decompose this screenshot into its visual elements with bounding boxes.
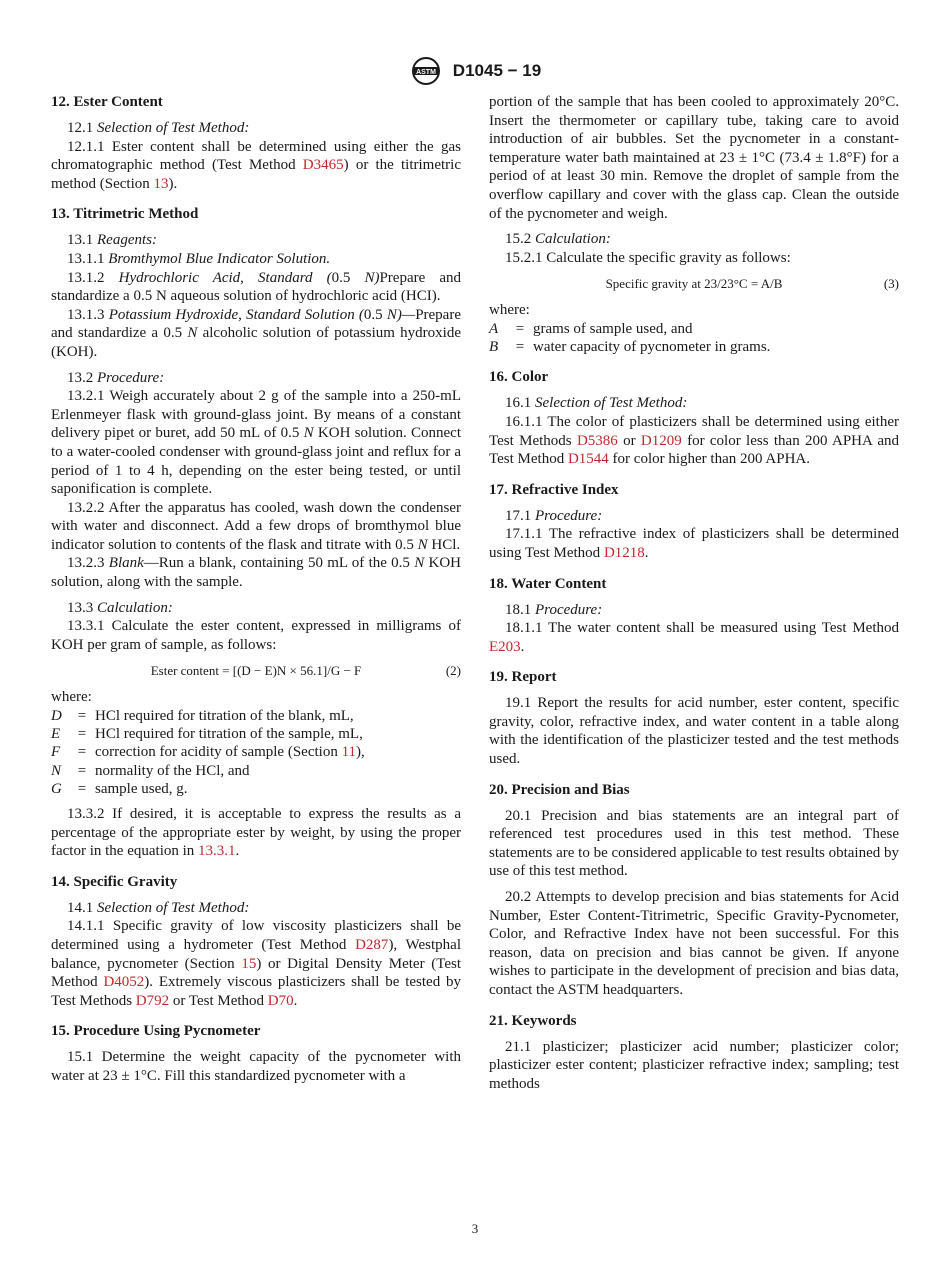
para-13-3-1: 13.3.1 Calculate the ester content, expressed in milligrams of KOH per gram of sample, as follows: bbox=[51, 618, 461, 653]
para-12-1: 12.1 Selection of Test Method: bbox=[67, 120, 250, 136]
para-18-1-1: 18.1.1 The water content shall be measured using Test Method E203. bbox=[489, 620, 899, 655]
para-20-2: 20.2 Attempts to develop precision and bias statements for Acid Number, Ester Content-Titrimetric, Specific Gravity-Pycnometer, Color, and Refractive Index have not been successful. For this reason, data on precision and bias cannot be given. If anyone wishes to participate in the development of precision and bias data, contact the ASTM headquarters. bbox=[489, 889, 899, 998]
variable-definitions bbox=[489, 320, 899, 356]
para-17-1: 17.1 Procedure: bbox=[505, 507, 603, 524]
para-13-2-1: 13.2.1 Weigh accurately about 2 g of the sample into a 250-mL Erlenmeyer flask with ground-glass joint. By means of a constant delivery pipet or buret, add 50 mL of 0.5 N KOH solution. Connect to a water-cooled condenser with ground-glass joint and reflux for a period of 1 to 4 h, depending on the ester being tested, or until saponification is complete. bbox=[51, 388, 462, 498]
equation-3 bbox=[489, 275, 899, 293]
where-label: where: bbox=[51, 689, 92, 706]
para-18-1: 18.1 Procedure: bbox=[505, 601, 603, 618]
para-16-1: 16.1 Selection of Test Method: bbox=[505, 395, 688, 412]
equation-3-formula: Specific gravity at 23/23°C = A/B bbox=[605, 276, 783, 292]
link-d792[interactable]: D792 bbox=[135, 992, 170, 1009]
section-title-15: 15. Procedure Using Pycnometer bbox=[51, 1023, 261, 1040]
para-15-2: 15.2 Calculation: bbox=[505, 231, 611, 248]
section-title-20: 20. Precision and Bias bbox=[489, 781, 630, 798]
link-d4052[interactable]: D4052 bbox=[103, 974, 145, 991]
link-d287[interactable]: D287 bbox=[355, 937, 389, 954]
left-column bbox=[51, 93, 461, 1086]
equation-3-number: (3) bbox=[883, 276, 899, 292]
para-21-1: 21.1 plasticizer; plasticizer acid number; plasticizer color; plasticizer ester content; plasticizer refractive index; sampling; test methods bbox=[489, 1038, 899, 1092]
para-13-2-2: 13.2.2 After the apparatus has cooled, wash down the condenser with water and disconnect. Add a few drops of bromthymol blue indicator solution to contents of the flask and titrate with 0.5 N HCl. bbox=[51, 499, 461, 553]
link-d1218[interactable]: D1218 bbox=[603, 544, 645, 561]
link-section-13[interactable]: 13 bbox=[153, 175, 169, 192]
para-15-1-continued: portion of the sample that has been cooled to approximately 20°C. Insert the thermometer or capillary tube, taking care to avoid introduction of air bubbles. Set the pycnometer in a constant-temperature water bath maintained at 23 ± 1°C (73.4 ± 1.8°F) for a period of at least 30 min. Remove the droplet of sample from the overflow capillary and cover with the glass cap. Clean the outside of the pycnometer and weigh. bbox=[489, 94, 899, 222]
link-e203[interactable]: E203 bbox=[489, 638, 521, 655]
definition-row: A = grams of sample used, and bbox=[489, 320, 693, 337]
section-title-17: 17. Refractive Index bbox=[489, 481, 619, 498]
para-13-3-2: 13.3.2 If desired, it is acceptable to express the results as a percentage of the appropriate ester by weight, by using the proper factor in the equation in 13.3.1. bbox=[51, 806, 461, 860]
para-13-1-3: 13.1.3 Potassium Hydroxide, Standard Solution (0.5 N)—Prepare and standardize a 0.5 N alcoholic solution of potassium hydroxide (KOH). bbox=[51, 306, 461, 360]
equation-2-number: (2) bbox=[445, 663, 461, 679]
link-d1209[interactable]: D1209 bbox=[640, 432, 682, 449]
link-d1544[interactable]: D1544 bbox=[567, 451, 609, 468]
section-title-19: 19. Report bbox=[489, 669, 557, 686]
document-code: D1045 − 19 bbox=[452, 61, 542, 80]
section-title-18: 18. Water Content bbox=[489, 575, 607, 592]
section-title-21: 21. Keywords bbox=[489, 1012, 577, 1029]
section-title-14: 14. Specific Gravity bbox=[51, 873, 178, 890]
svg-text:ASTM: ASTM bbox=[415, 68, 436, 76]
page-number: 3 bbox=[471, 1221, 479, 1236]
equation-2 bbox=[51, 662, 461, 680]
section-title-13: 13. Titrimetric Method bbox=[51, 206, 199, 223]
para-13-1-1: 13.1.1 Bromthymol Blue Indicator Solution. bbox=[67, 250, 331, 267]
variable-definitions bbox=[51, 707, 461, 798]
definition-row: G = sample used, g. bbox=[51, 780, 188, 797]
link-13-3-1[interactable]: 13.3.1 bbox=[198, 843, 236, 860]
definition-row: B = water capacity of pycnometer in grams. bbox=[489, 339, 771, 356]
definition-row: D = HCl required for titration of the blank, mL, bbox=[51, 708, 354, 725]
equation-2-formula: Ester content = [(D − E)N × 56.1]/G − F bbox=[150, 663, 362, 679]
para-13-1-2: 13.1.2 Hydrochloric Acid, Standard (0.5 N)Prepare and standardize a 0.5 N aqueous solution of hydrochloric acid (HCI). bbox=[51, 269, 462, 305]
definition-row: N = normality of the HCl, and bbox=[51, 762, 250, 779]
para-14-1-1: 14.1.1 Specific gravity of low viscosity plasticizers shall be determined using a hydrometer (Test Method D287), Westphal balance, pycnometer (Section 15) or Digital Density Meter (Test Method D4052). Extremely viscous plasticizers shall be tested by Test Methods D792 or Test Method D70. bbox=[51, 918, 462, 1009]
para-13-3: 13.3 Calculation: bbox=[67, 599, 173, 616]
link-section-11[interactable]: 11 bbox=[341, 744, 357, 761]
para-14-1: 14.1 Selection of Test Method: bbox=[67, 899, 250, 916]
para-13-2: 13.2 Procedure: bbox=[67, 369, 165, 386]
para-13-2-3: 13.2.3 Blank—Run a blank, containing 50 mL of the 0.5 N KOH solution, along with the sample. bbox=[51, 555, 461, 591]
section-title-12: 12. Ester Content bbox=[51, 94, 163, 110]
para-17-1-1: 17.1.1 The refractive index of plasticizers shall be determined using Test Method D1218. bbox=[489, 526, 899, 561]
link-section-15[interactable]: 15 bbox=[241, 955, 257, 972]
para-13-1: 13.1 Reagents: bbox=[67, 232, 157, 249]
para-15-2-1: 15.2.1 Calculate the specific gravity as follows: bbox=[505, 249, 791, 266]
link-d70[interactable]: D70 bbox=[267, 992, 294, 1009]
section-title-16: 16. Color bbox=[489, 369, 549, 386]
definition-row: E = HCl required for titration of the sample, mL, bbox=[51, 726, 363, 743]
astm-logo-icon bbox=[409, 56, 443, 86]
para-19-1: 19.1 Report the results for acid number, ester content, specific gravity, color, refractive index, and water content in a table along with the identification of the plasticizer tested and the test methods used. bbox=[489, 695, 899, 768]
page-header bbox=[0, 56, 950, 86]
where-label: where: bbox=[489, 302, 530, 319]
para-12-1-1: 12.1.1 Ester content shall be determined using either the gas chromatographic method (Test Method D3465) or the titrimetric method (Section 13). bbox=[51, 138, 461, 192]
link-d3465[interactable]: D3465 bbox=[302, 157, 344, 174]
para-15-1: 15.1 Determine the weight capacity of the pycnometer with water at 23 ± 1°C. Fill this standardized pycnometer with a bbox=[51, 1049, 461, 1084]
definition-row: F = correction for acidity of sample (Section 11), bbox=[51, 744, 365, 761]
right-column bbox=[489, 93, 899, 1093]
para-20-1: 20.1 Precision and bias statements are an integral part of referenced test procedures used in this test method. These statements are to be considered applicable to test results obtained by use of this test method. bbox=[489, 807, 899, 880]
link-d5386[interactable]: D5386 bbox=[576, 432, 618, 449]
para-16-1-1: 16.1.1 The color of plasticizers shall be determined using either Test Methods D5386 or D1209 for color less than 200 APHA and Test Method D1544 for color higher than 200 APHA. bbox=[489, 413, 900, 468]
